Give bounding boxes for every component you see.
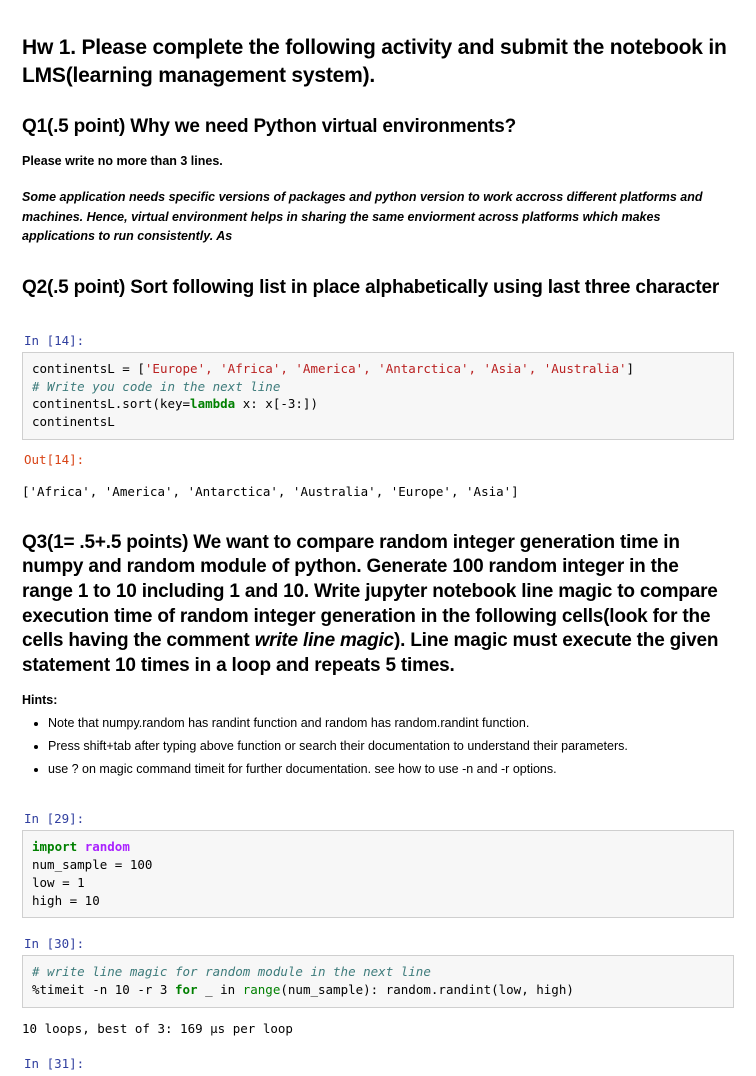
code-cell-q3-imports[interactable] bbox=[22, 811, 734, 918]
in-prompt-29: In [29]: bbox=[24, 811, 85, 827]
code-cell-q3-timeit-random[interactable] bbox=[22, 936, 734, 1037]
magic-prefix: %timeit -n 10 -r 3 bbox=[32, 982, 175, 998]
import-module: random bbox=[84, 839, 130, 855]
q3-heading-part2: ). Line magic must execute the given statement 10 times in a loop and repeats 5 times. bbox=[22, 630, 719, 677]
in-prompt-30: In [30]: bbox=[24, 936, 85, 952]
code-low: low = 1 bbox=[32, 874, 85, 890]
code-input-area-timeit-random[interactable] bbox=[22, 955, 734, 1008]
q3-heading-italic: write line magic bbox=[254, 630, 394, 652]
output-text-timeit-random: 10 loops, best of 3: 169 µs per loop bbox=[22, 1020, 293, 1036]
code-cell-q3-next[interactable] bbox=[22, 1056, 734, 1071]
code-input-area-q2[interactable] bbox=[22, 352, 734, 440]
in-prompt-31: In [31]: bbox=[24, 1055, 85, 1071]
code-text-q2 bbox=[32, 360, 724, 431]
code-input-area-imports[interactable] bbox=[22, 830, 734, 918]
q1-note: Please write no more than 3 lines. bbox=[22, 154, 223, 169]
magic-mid: _ in bbox=[197, 982, 243, 998]
code-num-sample: num_sample = 100 bbox=[32, 857, 153, 873]
question-3-section bbox=[22, 531, 734, 1071]
q2-heading: Q2(.5 point) Sort following list in place alphabetically using last three character bbox=[22, 277, 720, 299]
q3-heading bbox=[22, 531, 734, 679]
magic-tail: (num_sample): random.randint(low, high) bbox=[280, 982, 574, 998]
hints-label: Hints: bbox=[22, 692, 58, 707]
question-1-section bbox=[22, 115, 734, 246]
question-2-section bbox=[22, 276, 734, 500]
out-prompt-14: Out[14]: bbox=[24, 451, 85, 467]
magic-range-builtin: range bbox=[242, 982, 281, 998]
list-item: • use ? on magic command timeit for further documentation. see how to use -n and -r options. bbox=[48, 759, 734, 781]
code-sort-line: continentsL.sort(key=lambda x: x[-3:]) bbox=[32, 396, 318, 412]
in-prompt-14: In [14]: bbox=[24, 332, 85, 348]
code-bracket-close: ] bbox=[626, 360, 635, 376]
q1-answer: Some application needs specific versions of packages and python version to work accross different platforms and machines. Hence, virtual environment helps in sharing the same enviorment across platforms which makes applications to run consistently. As bbox=[22, 190, 703, 243]
code-eval-line: continentsL bbox=[32, 414, 115, 430]
list-item: • Note that numpy.random has randint function and random has random.randint function. bbox=[48, 713, 734, 735]
code-var-assign: continentsL = [ bbox=[32, 360, 145, 376]
magic-for-keyword: for bbox=[175, 982, 198, 998]
code-cell-q2[interactable] bbox=[22, 333, 734, 501]
q1-heading: Q1(.5 point) Why we need Python virtual environments? bbox=[22, 116, 517, 138]
import-keyword: import bbox=[32, 839, 78, 855]
page-title: Hw 1. Please complete the following activity and submit the notebook in LMS(learning management system). bbox=[22, 36, 727, 87]
code-comment-q2: # Write you code in the next line bbox=[32, 378, 281, 394]
q3-heading-part1: Q3(1= .5+.5 points) We want to compare random integer generation time in numpy and random module of python. Generate 100 random integer in the range 1 to 10 including 1 and 10. Write jupyter notebook line magic to compare execution time of random integer generation in the following cells(look for the cells having the comment bbox=[22, 531, 718, 652]
code-comment-q3: # write line magic for random module in the next line bbox=[32, 964, 431, 980]
code-high: high = 10 bbox=[32, 892, 100, 908]
code-text-timeit-random bbox=[32, 963, 724, 999]
code-text-imports bbox=[32, 838, 724, 909]
code-string-list: 'Europe', 'Africa', 'America', 'Antarctica', 'Asia', 'Australia' bbox=[144, 360, 627, 376]
output-text-q2: ['Africa', 'America', 'Antarctica', 'Australia', 'Europe', 'Asia'] bbox=[22, 483, 519, 499]
list-item: • Press shift+tab after typing above function or search their documentation to understand their parameters. bbox=[48, 736, 734, 758]
hints-list bbox=[22, 713, 734, 781]
